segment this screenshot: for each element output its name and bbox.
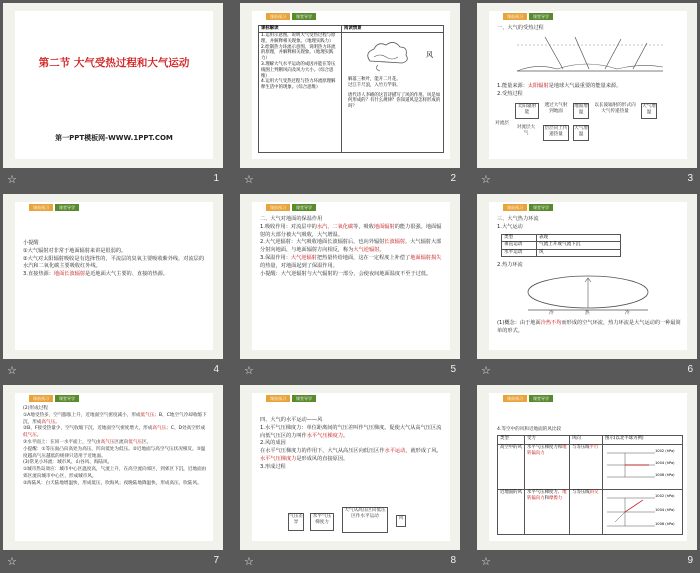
slide-label-3 [477,172,697,190]
answer-text: 高气压 [41,419,56,425]
slide-thumbnail-7[interactable] [3,385,223,550]
wind-compare-table [497,435,683,535]
answer-text: 高气压 [100,439,115,445]
star-icon[interactable]: ☆ [244,173,254,186]
slide-number: 5 [450,364,456,375]
star-icon[interactable]: ☆ [7,555,17,568]
body-text: 把热量传给地面，这在一定程度上补偿了 [316,254,411,261]
slide-number: 3 [687,173,693,184]
flow-box: 层层向上传递热量 [543,125,569,141]
star-icon[interactable]: ☆ [481,173,491,186]
tab-guide: 课堂导学 [529,204,553,211]
flow-box: 地面增温 [573,103,589,119]
slide-number: 7 [213,555,219,566]
slide-label-6 [477,363,697,381]
body-text: ；B、C地空气冷却收缩下沉，形成 [23,412,207,425]
answer-text: 水平运动 [384,448,406,455]
process-heading: 2.受热过程 [497,91,523,97]
answer-text: 水汽、二氧化碳 [316,223,354,230]
isobar-label: 1006 (hPa) [655,473,675,477]
table-header: 表现 [537,235,621,242]
body-text: ②海陆风：白天陆地增温快，形成低压，吹海风；夜晚陆地降温快，形成高压，吹陆风。 [23,480,202,486]
tab-guide: 课堂导学 [292,395,316,402]
flow-box: 大气从高压区向低压区作水平运动 [342,507,388,533]
isobar-label: 1004 (hPa) [655,508,675,512]
flow-box: 气压差异 [288,513,304,531]
scene-head: 阅读情景 [342,26,444,33]
body-text: 2.大气逆辐射：大气吸收地面长波辐射后，也向外辐射 [260,239,385,246]
flow-box: 水平气压梯度力 [310,513,334,531]
star-icon[interactable]: ☆ [481,555,491,568]
body-text: ③水平面上：在同一水平面上，空气由 [23,439,101,445]
flow-box: 大气增温 [573,125,589,141]
body-text: 3.形成过程 [260,463,286,470]
scene-question: 唐代诗人李峤的这首诗描写了风的作用。风是如何形成的？有什么规律？你知道风是怎样形成的吗？ [348,92,441,110]
table-cell: 高空中的风 [498,445,525,490]
slide1-title: 第二节 大气受热过程和大气运动 [38,57,190,69]
slide-thumbnail-9[interactable] [477,385,697,550]
slide-thumbnail-8[interactable] [240,385,460,550]
wind-cloud-illustration [360,39,420,73]
body-text: 2.风的成因 [260,440,286,447]
section-heading: 三、大气热力环流 [497,216,539,222]
body-text: 。大气辐射大部分射向地面，与地面辐射方向相反，称为 [260,239,442,254]
body-text: ①A地受热多，空气膨胀上升，近地面空气密度减小，形成 [23,412,141,418]
body-text: 。 [343,432,349,439]
tab-preview: 课前预习 [29,395,53,402]
tip-text: ①大气辐射对非常于地面辐射来讲是很弱的。 [23,247,127,254]
answer-text: 低气压 [140,412,155,418]
answer-text: 长波辐射 [384,239,406,246]
answer-text: 大气逆辐射 [353,247,380,254]
section-heading: 一、大气的受热过程 [497,25,544,31]
energy-answer: 太阳辐射 [527,83,549,89]
star-icon[interactable]: ☆ [7,173,17,186]
flow-box: 太阳辐射能 [515,103,539,119]
tab-preview: 课前预习 [29,204,53,211]
body-text: 。 [379,247,385,254]
section-heading: 4.等空中的风和近地面的风比较 [497,427,562,432]
slide-label-4 [3,363,223,381]
table-header: 类型 [502,235,537,242]
slide-number: 1 [213,173,219,184]
energy-label: 1.能量来源： [497,83,528,89]
answer-text: 地面辐射损失 [410,254,442,261]
flow-box: 风 [396,515,406,527]
tip-text: 是近地面大气主要的、直接的热源。 [85,271,169,278]
body-text: 。 [36,433,42,439]
table-cell: 与等压线 [572,490,590,495]
answer-text: 地面辐射 [373,223,395,230]
body-text: (3)常见小环流：城市风、山谷风、海陆风。 [23,460,113,466]
goal-item: 4.运用大气受热过程与热力环流原理解释生活中的现象。（综合思维） [261,79,336,91]
wind-character: 风 [426,51,433,59]
table-cell: 与等压线 [572,445,590,450]
table-cell: 水平气压梯度力和 [527,445,563,450]
table-cell: 和 [544,495,549,501]
answer-text: 高气压 [152,426,167,432]
diagram-label: 冷 [549,311,554,316]
table-header: 受力 [525,436,570,445]
tab-preview: 课前预习 [503,395,527,402]
body-text: 小提醒：①等压面凸向高处为高压，凹向低处为低压。②近地面与高空气压状况相反。③温度越高气压越低的规律只适用于近地面。 [23,446,206,459]
body-text: 的能力很强。地面辐射的大部分被大气吸收，大气增温。 [260,223,442,238]
star-icon[interactable]: ☆ [481,364,491,377]
sub-heading: 1.大气运动 [497,224,523,230]
poem-line: 过江千尺浪，入竹万竿斜。 [348,82,401,88]
star-icon[interactable]: ☆ [244,364,254,377]
motion-table [501,234,621,257]
table-header: 类型 [498,436,525,445]
isobar-label: 1002 (hPa) [655,494,675,498]
table-cell: 垂直运动 [502,242,537,249]
energy-rest: 是地球大气最重要的能量来源。 [548,83,622,89]
tab-guide: 课堂导学 [529,13,553,20]
body-text: 。 [55,419,60,425]
bar-label: 对流层 [495,121,509,139]
slide-thumbnail-5[interactable] [240,194,460,359]
body-text: 3.保温作用： [260,254,291,261]
tab-preview: 课前预习 [266,204,290,211]
answer-text: 斜交 [589,490,599,495]
answer-text: 摩擦力 [548,495,563,501]
isobar-label: 1004 (hPa) [655,461,675,465]
sub-heading: 2.热力环流 [497,262,523,268]
body-text: 在水平气压梯度力的作用下，大气从高压区向低压区作 [260,448,385,455]
slide-thumbnail-3[interactable] [477,3,697,168]
answer-text: 水平气压梯度力 [260,455,297,462]
greenhouse-diagram [515,35,665,77]
body-text: (1)概念：由于地面 [497,320,541,326]
tab-guide: 课堂导学 [292,13,316,20]
flow-box: 对流层大气 [515,125,537,139]
tab-preview: 课前预习 [503,204,527,211]
table-header: 风向 [570,436,603,445]
tip-answer: 地面长波辐射 [53,271,86,278]
tab-guide: 课堂导学 [55,204,79,211]
body-text: 的热量，对地面起到了保温作用。 [260,262,338,269]
slide-number: 8 [450,555,456,566]
table-cell: 气流上升或气流下沉 [537,242,621,249]
tab-preview: 课前预习 [503,13,527,20]
body-text: ，就形成了风。 [405,448,442,455]
slide-number: 4 [213,364,219,375]
slide-label-5 [240,363,460,381]
answer-text: 低气压 [23,433,37,439]
answer-text: 地转偏向力 [527,445,567,456]
goal-item: 3.理解大气水平运动的成因并能在等压线图上判断风向及风力大小。（综合思维） [261,61,336,79]
section-heading: 四、大气的水平运动——风 [260,417,323,423]
body-text: 小提醒：大气逆辐射与大气辐射的一部分，会使夜间地面温度不至于过低。 [260,270,432,277]
body-text: ①城市热岛效应：城市中心区温度高，气流上升，在高空流向郊区，到郊区下沉，近地面由郊区流向城市中心区，形成城市风。 [23,467,207,479]
flow-box: 透过大气射到地面 [543,103,569,117]
body-text: 1.水平气压梯度力：单位距离间的气压差叫作气压梯度。促使大气从高气压区流向低气压区的力叫作 [260,424,442,439]
table-cell: 近地面的风 [498,490,525,535]
slide-number: 9 [687,555,693,566]
star-icon[interactable]: ☆ [244,555,254,568]
tip-title: 小提醒 [23,240,39,246]
body-text: 区流向 [114,439,129,445]
answer-text: 地转偏向力 [527,490,567,501]
star-icon[interactable]: ☆ [7,364,17,377]
poem-line: 解落三秋叶，能开二月花。 [348,77,401,82]
body-text: ②B、F接受热量少，空气收缩下沉，近地面空气密度增大，形成 [23,426,153,432]
answer-text: 大气逆辐射 [290,254,317,261]
section-heading: (2)形成过程 [23,406,48,411]
slide-number: 2 [450,173,456,184]
body-text: 1.吸收作用：对流层中的 [260,223,317,230]
slide-thumbnail-2[interactable] [240,3,460,168]
tab-guide: 课堂导学 [292,204,316,211]
table-cell: 水平运动 [502,249,537,256]
answer-text: 冷热不均 [540,320,562,326]
answer-text: 低气压 [128,439,143,445]
diagram-label: 冷 [625,311,630,316]
slide1-site: 第一PPT模板网-WWW.1PPT.COM [55,134,173,142]
flow-box: 大气增温 [641,103,657,119]
table-cell: 风 [537,249,621,256]
body-text: ；C、D处高空形成 [166,426,206,432]
slide-thumbnail-4[interactable] [3,194,223,359]
goals-head: 课标解读 [259,26,342,33]
slide-label-8 [240,554,460,572]
answer-text: 水平气压梯度力 [306,432,344,439]
tab-preview: 课前预习 [266,395,290,402]
goal-item: 2.绘制热力环流示意图，说明热力环流的原理，并解释相关现象。（地理实践力） [261,44,336,62]
tip-text: ②大气对太阳辐射吸收是有选择性的，平流层的臭氧主要吸收紫外线，对流层的水汽和二氧化碳主要吸收红外线。 [23,255,205,270]
answer-text: 平行 [589,445,599,450]
slide-thumbnail-1[interactable] [3,3,223,168]
tab-preview: 课前预习 [266,13,290,20]
body-text: 而形成的空气环流，热力环流是大气运动的一种最简单的形式。 [497,320,681,334]
body-text: 区。 [142,439,152,445]
slide-thumbnail-6[interactable] [477,194,697,359]
slide-number: 6 [687,364,693,375]
isobar-label: 1006 (hPa) [655,522,675,526]
isobar-label: 1002 (hPa) [655,449,675,453]
tip-text: 3.直接热源： [23,271,54,278]
slide-label-7 [3,554,223,572]
goal-item: 1.运用示意图，说明大气受热过程与原理，并解释相关现象。（地理实践力） [261,33,336,44]
tab-guide: 课堂导学 [55,395,79,402]
slide-label-2 [240,172,460,190]
section-heading: 二、大气对地面的保温作用 [260,216,323,222]
slide-label-1 [3,172,223,190]
diagram-label: 热 [585,311,590,316]
flow-box: 以长波辐射的形式向大气传递热量 [593,103,637,117]
slide-label-9 [477,554,697,572]
tab-guide: 课堂导学 [529,395,553,402]
goals-table [258,25,444,153]
table-cell: 水平气压梯度力、 [527,490,563,495]
body-text: 等，吸收 [353,223,374,230]
body-text: 是形成风的直接原因。 [296,455,349,462]
table-header: 图示(以北半球为例) [603,436,683,445]
